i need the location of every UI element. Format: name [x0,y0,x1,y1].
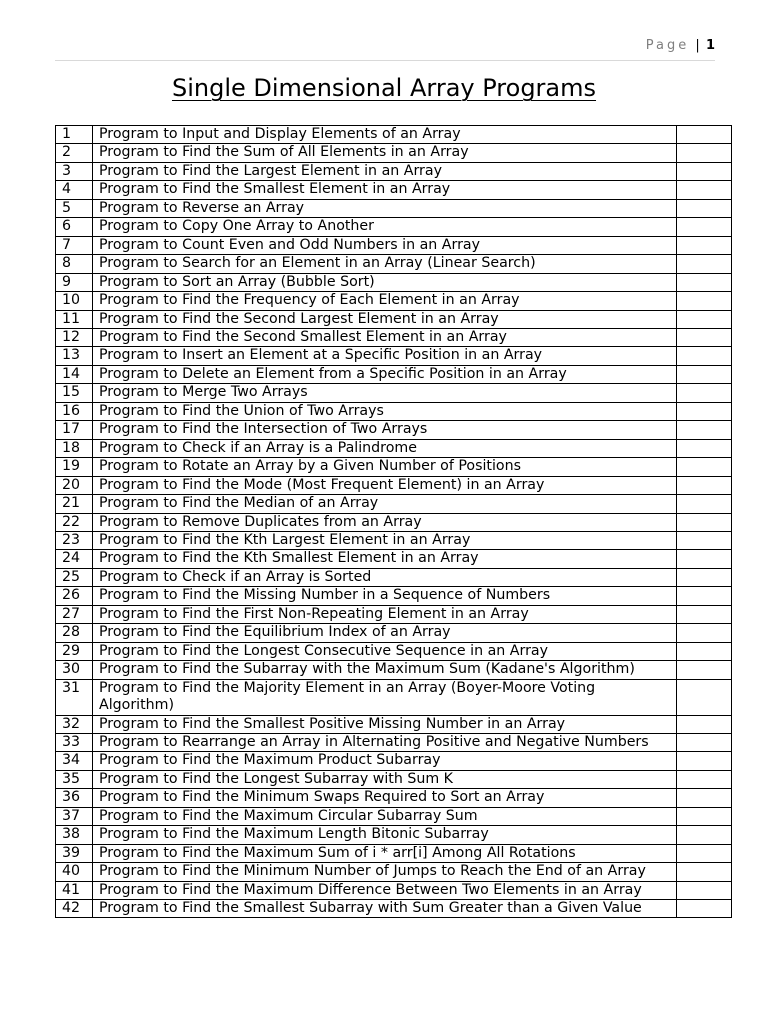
blank-cell [677,844,732,862]
table-row [56,181,732,199]
table-row [56,292,732,310]
table-row [56,733,732,751]
program-description: Program to Find the Intersection of Two Arrays [93,421,677,439]
table-row [56,365,732,383]
blank-cell [677,587,732,605]
row-number: 35 [56,770,93,788]
blank-cell [677,642,732,660]
table-row [56,752,732,770]
table-row [56,863,732,881]
program-description: Program to Find the Majority Element in an Array (Boyer-Moore Voting Algorithm) [93,679,677,715]
table-row [56,807,732,825]
table-row [56,144,732,162]
program-description: Program to Find the Union of Two Arrays [93,402,677,420]
row-number: 2 [56,144,93,162]
blank-cell [677,199,732,217]
row-number: 10 [56,292,93,310]
table-row [56,218,732,236]
row-number: 42 [56,900,93,918]
blank-cell [677,144,732,162]
row-number: 12 [56,328,93,346]
blank-cell [677,752,732,770]
page-header [55,38,715,61]
program-description: Program to Reverse an Array [93,199,677,217]
row-number: 17 [56,421,93,439]
row-number: 1 [56,126,93,144]
table-row [56,310,732,328]
blank-cell [677,347,732,365]
table-row [56,236,732,254]
blank-cell [677,126,732,144]
table-row [56,550,732,568]
table-row [56,770,732,788]
program-description: Program to Rearrange an Array in Alternating Positive and Negative Numbers [93,733,677,751]
program-list-table [55,125,732,918]
row-number: 41 [56,881,93,899]
row-number: 33 [56,733,93,751]
program-description: Program to Find the Kth Largest Element in an Array [93,531,677,549]
table-row [56,347,732,365]
table-row [56,513,732,531]
program-description: Program to Find the Mode (Most Frequent Element) in an Array [93,476,677,494]
program-description: Program to Merge Two Arrays [93,384,677,402]
blank-cell [677,661,732,679]
blank-cell [677,513,732,531]
row-number: 6 [56,218,93,236]
program-description: Program to Find the Maximum Sum of i * arr[i] Among All Rotations [93,844,677,862]
table-row [56,384,732,402]
table-row [56,476,732,494]
row-number: 29 [56,642,93,660]
row-number: 32 [56,715,93,733]
row-number: 24 [56,550,93,568]
row-number: 7 [56,236,93,254]
row-number: 5 [56,199,93,217]
program-description: Program to Find the Maximum Length Bitonic Subarray [93,826,677,844]
table-row [56,421,732,439]
row-number: 39 [56,844,93,862]
row-number: 14 [56,365,93,383]
program-description: Program to Rotate an Array by a Given Number of Positions [93,458,677,476]
table-row [56,605,732,623]
row-number: 18 [56,439,93,457]
program-description: Program to Check if an Array is a Palindrome [93,439,677,457]
table-row [56,679,732,715]
table-row [56,881,732,899]
blank-cell [677,807,732,825]
blank-cell [677,476,732,494]
row-number: 34 [56,752,93,770]
program-description: Program to Find the Sum of All Elements in an Array [93,144,677,162]
row-number: 23 [56,531,93,549]
program-description: Program to Find the Second Largest Element in an Array [93,310,677,328]
program-description: Program to Find the Smallest Positive Missing Number in an Array [93,715,677,733]
table-row [56,642,732,660]
program-description: Program to Insert an Element at a Specific Position in an Array [93,347,677,365]
table-row [56,661,732,679]
row-number: 4 [56,181,93,199]
row-number: 20 [56,476,93,494]
table-row [56,199,732,217]
program-description: Program to Find the Equilibrium Index of an Array [93,624,677,642]
table-row [56,495,732,513]
blank-cell [677,292,732,310]
table-row [56,826,732,844]
program-description: Program to Input and Display Elements of an Array [93,126,677,144]
blank-cell [677,162,732,180]
program-description: Program to Find the Longest Consecutive Sequence in an Array [93,642,677,660]
table-row [56,328,732,346]
blank-cell [677,789,732,807]
blank-cell [677,715,732,733]
program-description: Program to Find the Minimum Number of Jumps to Reach the End of an Array [93,863,677,881]
row-number: 26 [56,587,93,605]
row-number: 27 [56,605,93,623]
row-number: 40 [56,863,93,881]
blank-cell [677,328,732,346]
table-row [56,715,732,733]
row-number: 3 [56,162,93,180]
program-description: Program to Find the Subarray with the Maximum Sum (Kadane's Algorithm) [93,661,677,679]
blank-cell [677,568,732,586]
table-row [56,789,732,807]
table-row [56,162,732,180]
program-description: Program to Find the Median of an Array [93,495,677,513]
blank-cell [677,402,732,420]
table-row [56,255,732,273]
row-number: 19 [56,458,93,476]
blank-cell [677,458,732,476]
program-description: Program to Find the Smallest Subarray with Sum Greater than a Given Value [93,900,677,918]
blank-cell [677,421,732,439]
table-row [56,273,732,291]
program-list-body [56,126,732,918]
row-number: 21 [56,495,93,513]
program-description: Program to Find the Second Smallest Element in an Array [93,328,677,346]
table-row [56,900,732,918]
program-description: Program to Find the Frequency of Each Element in an Array [93,292,677,310]
row-number: 25 [56,568,93,586]
blank-cell [677,624,732,642]
blank-cell [677,255,732,273]
blank-cell [677,863,732,881]
document-title: Single Dimensional Array Programs [171,74,597,102]
program-description: Program to Check if an Array is Sorted [93,568,677,586]
blank-cell [677,310,732,328]
program-description: Program to Find the Minimum Swaps Required to Sort an Array [93,789,677,807]
program-description: Program to Count Even and Odd Numbers in an Array [93,236,677,254]
table-row [56,402,732,420]
blank-cell [677,881,732,899]
program-description: Program to Find the Missing Number in a Sequence of Numbers [93,587,677,605]
blank-cell [677,236,732,254]
program-description: Program to Find the Smallest Element in an Array [93,181,677,199]
table-row [56,568,732,586]
table-row [56,624,732,642]
blank-cell [677,605,732,623]
row-number: 31 [56,679,93,715]
page-number: 1 [705,38,715,53]
program-description: Program to Find the Largest Element in an Array [93,162,677,180]
blank-cell [677,365,732,383]
table-row [56,439,732,457]
blank-cell [677,733,732,751]
blank-cell [677,384,732,402]
row-number: 15 [56,384,93,402]
row-number: 37 [56,807,93,825]
program-description: Program to Sort an Array (Bubble Sort) [93,273,677,291]
row-number: 16 [56,402,93,420]
row-number: 9 [56,273,93,291]
program-description: Program to Find the Maximum Difference Between Two Elements in an Array [93,881,677,899]
blank-cell [677,273,732,291]
table-row [56,458,732,476]
table-row [56,531,732,549]
program-description: Program to Search for an Element in an Array (Linear Search) [93,255,677,273]
row-number: 8 [56,255,93,273]
program-description: Program to Find the First Non-Repeating Element in an Array [93,605,677,623]
row-number: 30 [56,661,93,679]
row-number: 38 [56,826,93,844]
row-number: 13 [56,347,93,365]
blank-cell [677,679,732,715]
program-description: Program to Delete an Element from a Specific Position in an Array [93,365,677,383]
blank-cell [677,826,732,844]
blank-cell [677,531,732,549]
program-description: Program to Find the Kth Smallest Element in an Array [93,550,677,568]
program-description: Program to Find the Longest Subarray with Sum K [93,770,677,788]
blank-cell [677,181,732,199]
program-description: Program to Remove Duplicates from an Array [93,513,677,531]
program-description: Program to Find the Maximum Product Subarray [93,752,677,770]
blank-cell [677,770,732,788]
page-separator: | [695,38,700,53]
table-row [56,844,732,862]
program-description: Program to Copy One Array to Another [93,218,677,236]
program-description: Program to Find the Maximum Circular Subarray Sum [93,807,677,825]
row-number: 36 [56,789,93,807]
row-number: 11 [56,310,93,328]
blank-cell [677,439,732,457]
table-row [56,126,732,144]
blank-cell [677,218,732,236]
blank-cell [677,550,732,568]
blank-cell [677,495,732,513]
blank-cell [677,900,732,918]
row-number: 22 [56,513,93,531]
row-number: 28 [56,624,93,642]
page-label: Page [645,38,690,53]
table-row [56,587,732,605]
